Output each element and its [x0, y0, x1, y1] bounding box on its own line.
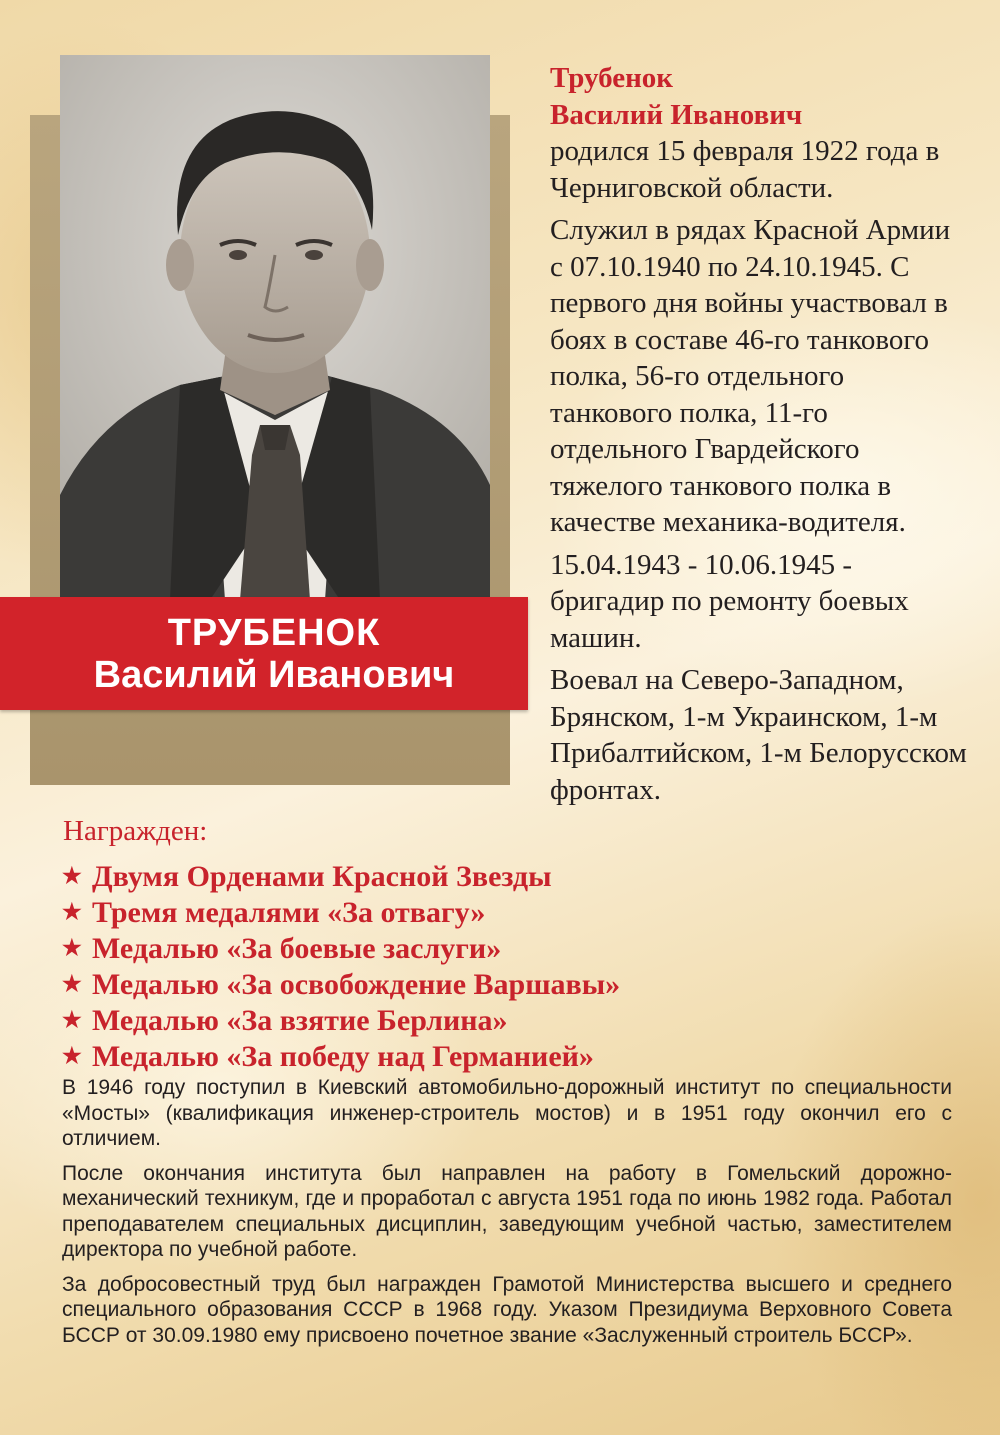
- award-item: ★ Медалью «За боевые заслуги»: [62, 932, 502, 965]
- career-honors: За добросовестный труд был награжден Грамотой Министерства высшего и среднего специального образования СССР в 1968 году. Указом Президиума Верховного Совета БССР от 30.09.1980 ему присвоено почетное звание «Заслуженный строитель БССР».: [62, 1272, 952, 1347]
- bio-fronts: Воевал на Северо-Западном, Брянском, 1-м Украинском, 1-м Прибалтийском, 1-м Белорусском фронтах.: [550, 664, 967, 806]
- award-item: ★ Двумя Орденами Красной Звезды: [62, 860, 552, 893]
- award-item: ★ Медалью «За победу над Германией»: [62, 1040, 594, 1073]
- career-education: В 1946 году поступил в Киевский автомобильно-дорожный институт по специальности «Мосты» (квалификация инженер-строитель мостов) и в 1951 году окончил его с отличием.: [62, 1076, 952, 1150]
- award-item: ★ Медалью «За взятие Берлина»: [62, 1004, 508, 1037]
- bio-name-given: Василий Иванович: [550, 98, 803, 131]
- portrait-illustration: [60, 55, 490, 600]
- award-item: ★ Медалью «За освобождение Варшавы»: [62, 968, 621, 1001]
- star-icon: ★: [62, 1043, 82, 1068]
- biography: [550, 60, 970, 814]
- awards-list: [62, 858, 620, 1074]
- bio-role: 15.04.1943 - 10.06.1945 - бригадир по ремонту боевых машин.: [550, 548, 909, 654]
- banner-surname: ТРУБЕНОК: [167, 611, 381, 654]
- bio-birth: родился 15 февраля 1922 года в Черниговской области.: [550, 135, 940, 204]
- star-icon: ★: [62, 863, 82, 888]
- career-text: [62, 1075, 952, 1357]
- star-icon: ★: [62, 971, 82, 996]
- awards-heading: Награжден:: [63, 815, 208, 847]
- bio-name-surname: Трубенок: [550, 62, 674, 94]
- banner-given-name: Василий Иванович: [93, 653, 455, 696]
- bio-service: Служил в рядах Красной Армии с 07.10.1940 по 24.10.1945. С первого дня войны участвовал в боях в составе 46-го танкового полка, 56-го отдельного танкового полка, 11-го отдельного Гвардейского тяжелого танкового полка в качестве механика-водителя.: [550, 214, 951, 538]
- star-icon: ★: [62, 1007, 82, 1032]
- star-icon: ★: [62, 899, 82, 924]
- award-item: ★ Тремя медалями «За отвагу»: [62, 896, 486, 929]
- portrait-photo: [60, 55, 490, 600]
- star-icon: ★: [62, 935, 82, 960]
- name-banner: [0, 597, 528, 710]
- career-work: После окончания института был направлен на работу в Гомельский дорожно-механический техникум, где и проработал с августа 1951 года по июнь 1982 года. Работал преподавателем специальных дисциплин, заведующим учебной частью, заместителем директора по учебной работе.: [62, 1161, 952, 1261]
